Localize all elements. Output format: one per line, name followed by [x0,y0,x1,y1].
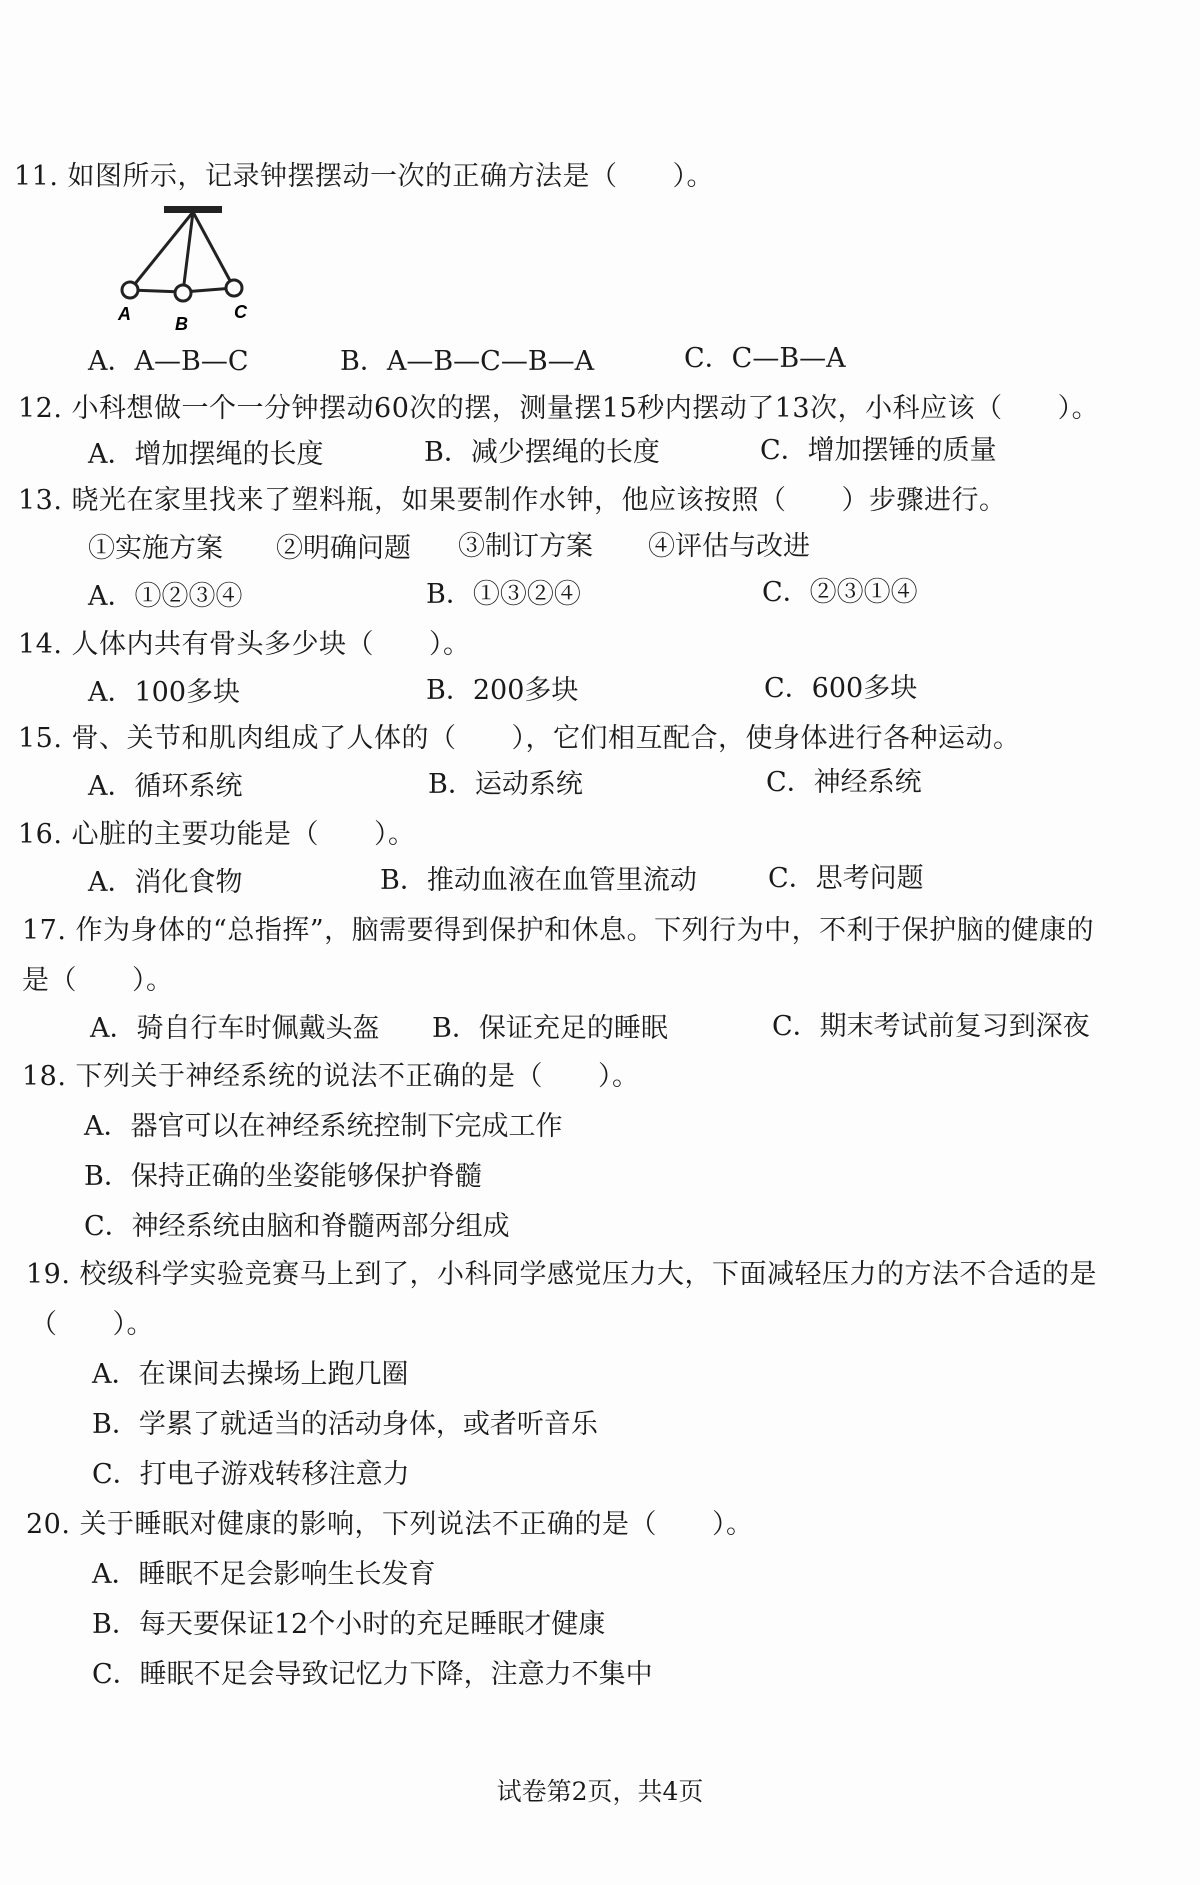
q19-option-a: A．在课间去操场上跑几圈 [92,1359,409,1390]
q13-option-c: C．②③①④ [762,577,918,608]
question-14: 14. 人体内共有骨头多少块（ ）。 [18,629,471,660]
q13-option-a: A．①②③④ [88,581,243,612]
q18-option-b: B．保持正确的坐姿能够保护脊髓 [84,1161,482,1192]
q19-option-b: B．学累了就适当的活动身体，或者听音乐 [92,1409,598,1440]
q15-option-c: C．神经系统 [766,767,922,798]
q19-option-c: C．打电子游戏转移注意力 [92,1459,410,1490]
q15-option-a: A．循环系统 [88,771,243,802]
q14-option-c: C．600多块 [764,673,918,704]
q13-step-4: ④评估与改进 [648,531,810,562]
question-12: 12. 小科想做一个一分钟摆动60次的摆，测量摆15秒内摆动了13次，小科应该（ ）。 [18,393,1100,424]
question-17: 17. 作为身体的“总指挥”，脑需要得到保护和休息。下列行为中，不利于保护脑的健康的 [22,915,1095,946]
question-19: 19. 校级科学实验竞赛马上到了，小科同学感觉压力大，下面减轻压力的方法不合适的是 [26,1259,1098,1290]
question-16: 16. 心脏的主要功能是（ ）。 [18,819,416,850]
question-15: 15. 骨、关节和肌肉组成了人体的（ ），它们相互配合，使身体进行各种运动。 [18,723,1021,754]
q20-option-a: A．睡眠不足会影响生长发育 [92,1559,436,1590]
q12-option-b: B．减少摆绳的长度 [424,437,660,468]
q17-option-a: A．骑自行车时佩戴头盔 [90,1013,380,1044]
q18-option-c: C．神经系统由脑和脊髓两部分组成 [84,1211,510,1242]
q17-option-c: C．期末考试前复习到深夜 [772,1011,1090,1042]
q13-step-1: ①实施方案 [88,533,223,564]
question-13: 13. 晓光在家里找来了塑料瓶，如果要制作水钟，他应该按照（ ）步骤进行。 [18,485,1007,516]
question-19-cont: （ ）。 [30,1309,154,1340]
q12-option-c: C．增加摆锤的质量 [760,435,997,466]
q20-option-c: C．睡眠不足会导致记忆力下降，注意力不集中 [92,1659,653,1690]
q15-option-b: B．运动系统 [428,769,583,800]
question-11: 11. 如图所示，记录钟摆摆动一次的正确方法是（ ）。 [14,161,715,192]
page-footer: 试卷第2页，共4页 [496,1777,704,1806]
q12-option-a: A．增加摆绳的长度 [88,439,324,470]
question-18: 18. 下列关于神经系统的说法不正确的是（ ）。 [22,1061,640,1092]
q17-option-b: B．保证充足的睡眠 [432,1013,668,1044]
q13-option-b: B．①③②④ [426,579,581,610]
q18-option-a: A．器官可以在神经系统控制下完成工作 [84,1111,563,1142]
q11-option-b: B．A—B—C—B—A [340,346,595,377]
q13-step-2: ②明确问题 [276,533,411,564]
question-17-cont: 是（ ）。 [22,965,174,996]
figure-label-a: A [118,304,131,324]
q11-option-a: A．A—B—C [88,346,249,377]
pendulum-figure [112,200,272,335]
q16-option-b: B．推动血液在血管里流动 [380,865,697,896]
figure-label-b: B [175,314,188,334]
q16-option-c: C．思考问题 [768,863,924,894]
q14-option-b: B．200多块 [426,675,579,706]
q20-option-b: B．每天要保证12个小时的充足睡眠才健康 [92,1609,606,1640]
q16-option-a: A．消化食物 [88,867,243,898]
question-20: 20. 关于睡眠对健康的影响，下列说法不正确的是（ ）。 [26,1509,754,1540]
q11-option-c: C．C—B—A [684,343,846,374]
q14-option-a: A．100多块 [88,677,241,708]
q13-step-3: ③制订方案 [458,531,593,562]
figure-label-c: C [234,302,247,322]
